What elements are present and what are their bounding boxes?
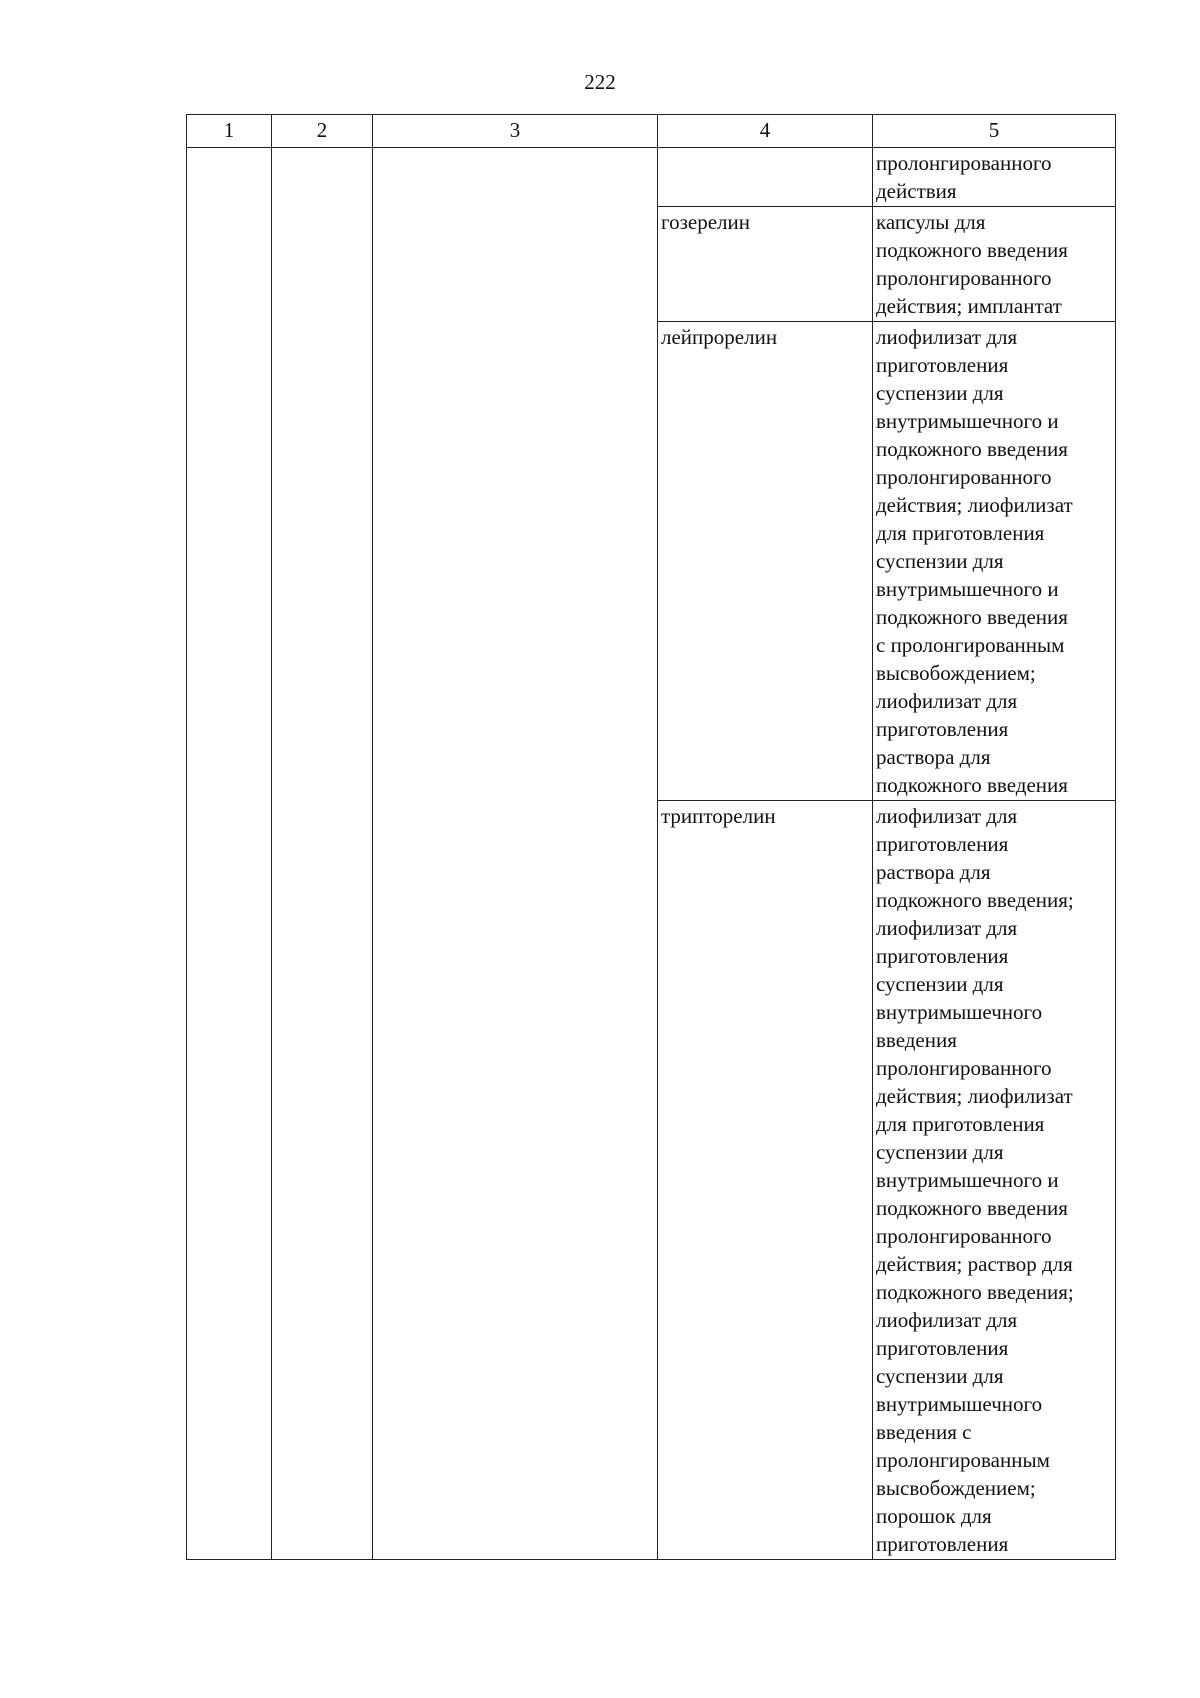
drug-name-cell: лейпрорелин <box>658 322 873 801</box>
drug-table <box>186 114 1116 1560</box>
dosage-form-cell: капсулы для подкожного введения пролонгированного действия; имплантат <box>873 207 1116 322</box>
table-row <box>187 148 1116 207</box>
drug-name-cell <box>658 148 873 207</box>
column-header-2: 2 <box>272 115 373 148</box>
column-header-4: 4 <box>658 115 873 148</box>
code-cell <box>187 148 272 1560</box>
dosage-form-cell: лиофилизат для приготовления суспензии для внутримышечного и подкожного введения пролонгированного действия; лиофилизат для приготовления суспензии для внутримышечного и подкожного введения с пролонгированным высвобождением; лиофилизат для приготовления раствора для подкожного введения <box>873 322 1116 801</box>
dosage-form-cell: лиофилизат для приготовления раствора для подкожного введения; лиофилизат для приготовления суспензии для внутримышечного введения пролонгированного действия; лиофилизат для приготовления суспензии для внутримышечного и подкожного введения пролонгированного действия; раствор для подкожного введения; лиофилизат для приготовления суспензии для внутримышечного введения с пролонгированным высвобождением; порошок для приготовления <box>873 801 1116 1560</box>
column-header-1: 1 <box>187 115 272 148</box>
column-header-5: 5 <box>873 115 1116 148</box>
page-number: 222 <box>584 70 616 94</box>
header-row <box>187 115 1116 148</box>
drug-name-cell: гозерелин <box>658 207 873 322</box>
column-header-3: 3 <box>373 115 658 148</box>
dosage-form-cell: пролонгированного действия <box>873 148 1116 207</box>
drug-name-cell: трипторелин <box>658 801 873 1560</box>
category-cell <box>272 148 373 1560</box>
group-cell <box>373 148 658 1560</box>
